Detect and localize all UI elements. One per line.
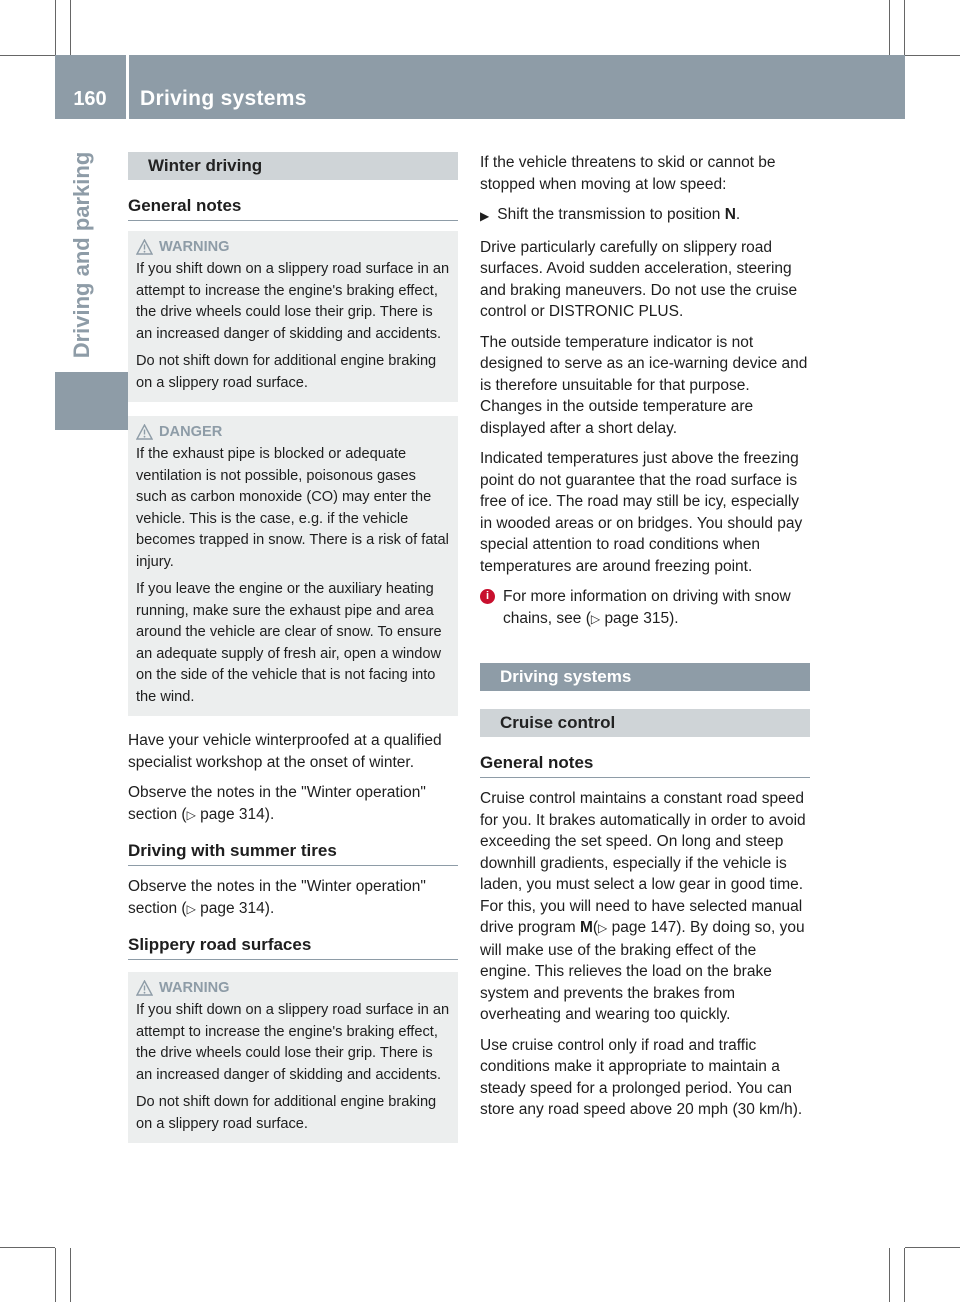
section-band-cruise-control: Cruise control bbox=[480, 709, 810, 737]
heading-general-notes: General notes bbox=[128, 190, 458, 221]
page-reference-link[interactable]: page 315). bbox=[604, 609, 679, 627]
left-column bbox=[128, 152, 458, 1157]
crop-mark bbox=[905, 1247, 960, 1248]
info-note: i For more information on driving with snow chains, see (▷ page 315). bbox=[480, 586, 810, 630]
paragraph-cruise-control: Cruise control maintains a constant road speed for you. It brakes automatically in order to avoid exceeding the set speed. On long and steep downhill gradients, especially if the vehicle is laden, you must select a low gear in good time. For this, you will need to have selected manual drive program M(▷ page 147). By doing so, you will make use of the braking effect of the engine. This relieves the load on the brake system and prevents the brakes from overheating and wearing too quickly. bbox=[480, 790, 806, 1023]
paragraph-use-cruise-control: Use cruise control only if road and traffic conditions make it appropriate to maintain a steady speed for a prolonged period. You can store any road speed above 20 mph (30 km/h). bbox=[480, 1036, 803, 1118]
warning-triangle-icon bbox=[136, 980, 153, 996]
warning-label: WARNING bbox=[159, 980, 230, 996]
step-arrow-icon: ▶ bbox=[480, 209, 490, 223]
danger-label: DANGER bbox=[159, 424, 223, 440]
crop-mark bbox=[905, 55, 960, 56]
danger-header bbox=[136, 424, 450, 440]
crop-mark bbox=[904, 1248, 905, 1302]
crop-mark bbox=[904, 0, 905, 55]
warning-text: If you shift down on a slippery road surface in an attempt to increase the engine's braking effect, the drive wheels could lose their grip. There is an increased danger of skidding and accidents. bbox=[136, 1002, 450, 1083]
position-n: N bbox=[724, 206, 736, 223]
header-separator bbox=[126, 55, 129, 119]
warning-header bbox=[136, 239, 450, 255]
page-reference-link[interactable]: page 314). bbox=[200, 899, 275, 917]
header-title: Driving systems bbox=[140, 87, 307, 110]
crop-mark bbox=[70, 0, 71, 55]
side-tab-marker bbox=[55, 372, 128, 430]
danger-text: If you leave the engine or the auxiliary heating running, make sure the exhaust pipe and area around the vehicle are clear of snow. To ensure an adequate supply of fresh air, open a window on the side of the vehicle that is not facing into the wind. bbox=[136, 581, 442, 705]
crop-mark bbox=[889, 1248, 890, 1302]
paragraph-temperature-indicator: The outside temperature indicator is not designed to serve as an ice-warning device and is therefore unsuitable for that purpose. Changes in the outside temperature are displayed after a short delay. bbox=[480, 333, 808, 437]
page-reference-icon: ▷ bbox=[186, 901, 196, 916]
instruction-step: ▶ Shift the transmission to position N. bbox=[480, 204, 810, 228]
info-icon: i bbox=[480, 589, 495, 604]
section-band-winter-driving: Winter driving bbox=[128, 152, 458, 180]
warning-header bbox=[136, 980, 450, 996]
paragraph-observe: Observe the notes in the "Winter operation" section (▷ page 314). bbox=[128, 878, 426, 917]
warning-label: WARNING bbox=[159, 239, 230, 255]
page-reference-link[interactable]: page 314). bbox=[200, 805, 275, 823]
crop-mark bbox=[0, 1247, 55, 1248]
heading-summer-tires: Driving with summer tires bbox=[128, 835, 458, 866]
paragraph-indicated-temperatures: Indicated temperatures just above the freezing point do not guarantee that the road surface is free of ice. The road may still be icy, especially in wooded areas or on bridges. You should pay special attention to road conditions when temperatures are around freezing point. bbox=[480, 450, 803, 575]
crop-mark bbox=[55, 1248, 56, 1302]
danger-box bbox=[128, 416, 458, 716]
heading-slippery-roads: Slippery road surfaces bbox=[128, 929, 458, 960]
warning-box bbox=[128, 972, 458, 1143]
warning-box bbox=[128, 231, 458, 402]
page-reference-icon: ▷ bbox=[598, 921, 608, 935]
crop-mark bbox=[889, 0, 890, 55]
crop-mark bbox=[55, 0, 56, 55]
crop-mark bbox=[70, 1248, 71, 1302]
page-reference-icon: ▷ bbox=[590, 611, 601, 626]
side-tab-label: Driving and parking bbox=[69, 151, 94, 359]
paragraph-drive-carefully: Drive particularly carefully on slippery road surfaces. Avoid sudden acceleration, steering and braking maneuvers. Do not use the cruise control or DISTRONIC PLUS. bbox=[480, 238, 798, 320]
warning-text: Do not shift down for additional engine braking on a slippery road surface. bbox=[136, 1094, 437, 1132]
page-reference-icon: ▷ bbox=[186, 807, 196, 822]
warning-triangle-icon bbox=[136, 239, 153, 255]
right-column bbox=[480, 152, 810, 1130]
warning-text: If you shift down on a slippery road surface in an attempt to increase the engine's braking effect, the drive wheels could lose their grip. There is an increased danger of skidding and accidents. bbox=[136, 261, 450, 342]
paragraph-observe: Observe the notes in the "Winter operation" section (▷ page 314). bbox=[128, 784, 426, 823]
danger-text: If the exhaust pipe is blocked or adequate ventilation is not possible, poisonous gases such as carbon monoxide (CO) may enter the vehicle. This is the case, e.g. if the vehicle becomes trapped in snow. There is a risk of fatal injury. bbox=[136, 446, 449, 570]
warning-triangle-icon bbox=[136, 424, 153, 440]
paragraph-winterproof: Have your vehicle winterproofed at a qualified specialist workshop at the onset of winter. bbox=[128, 732, 442, 771]
crop-mark bbox=[0, 55, 55, 56]
page-number: 160 bbox=[73, 88, 107, 110]
section-band-driving-systems: Driving systems bbox=[480, 663, 810, 691]
paragraph-skid: If the vehicle threatens to skid or cannot be stopped when moving at low speed: bbox=[480, 154, 776, 193]
warning-text: Do not shift down for additional engine braking on a slippery road surface. bbox=[136, 353, 437, 391]
heading-general-notes: General notes bbox=[480, 747, 810, 778]
